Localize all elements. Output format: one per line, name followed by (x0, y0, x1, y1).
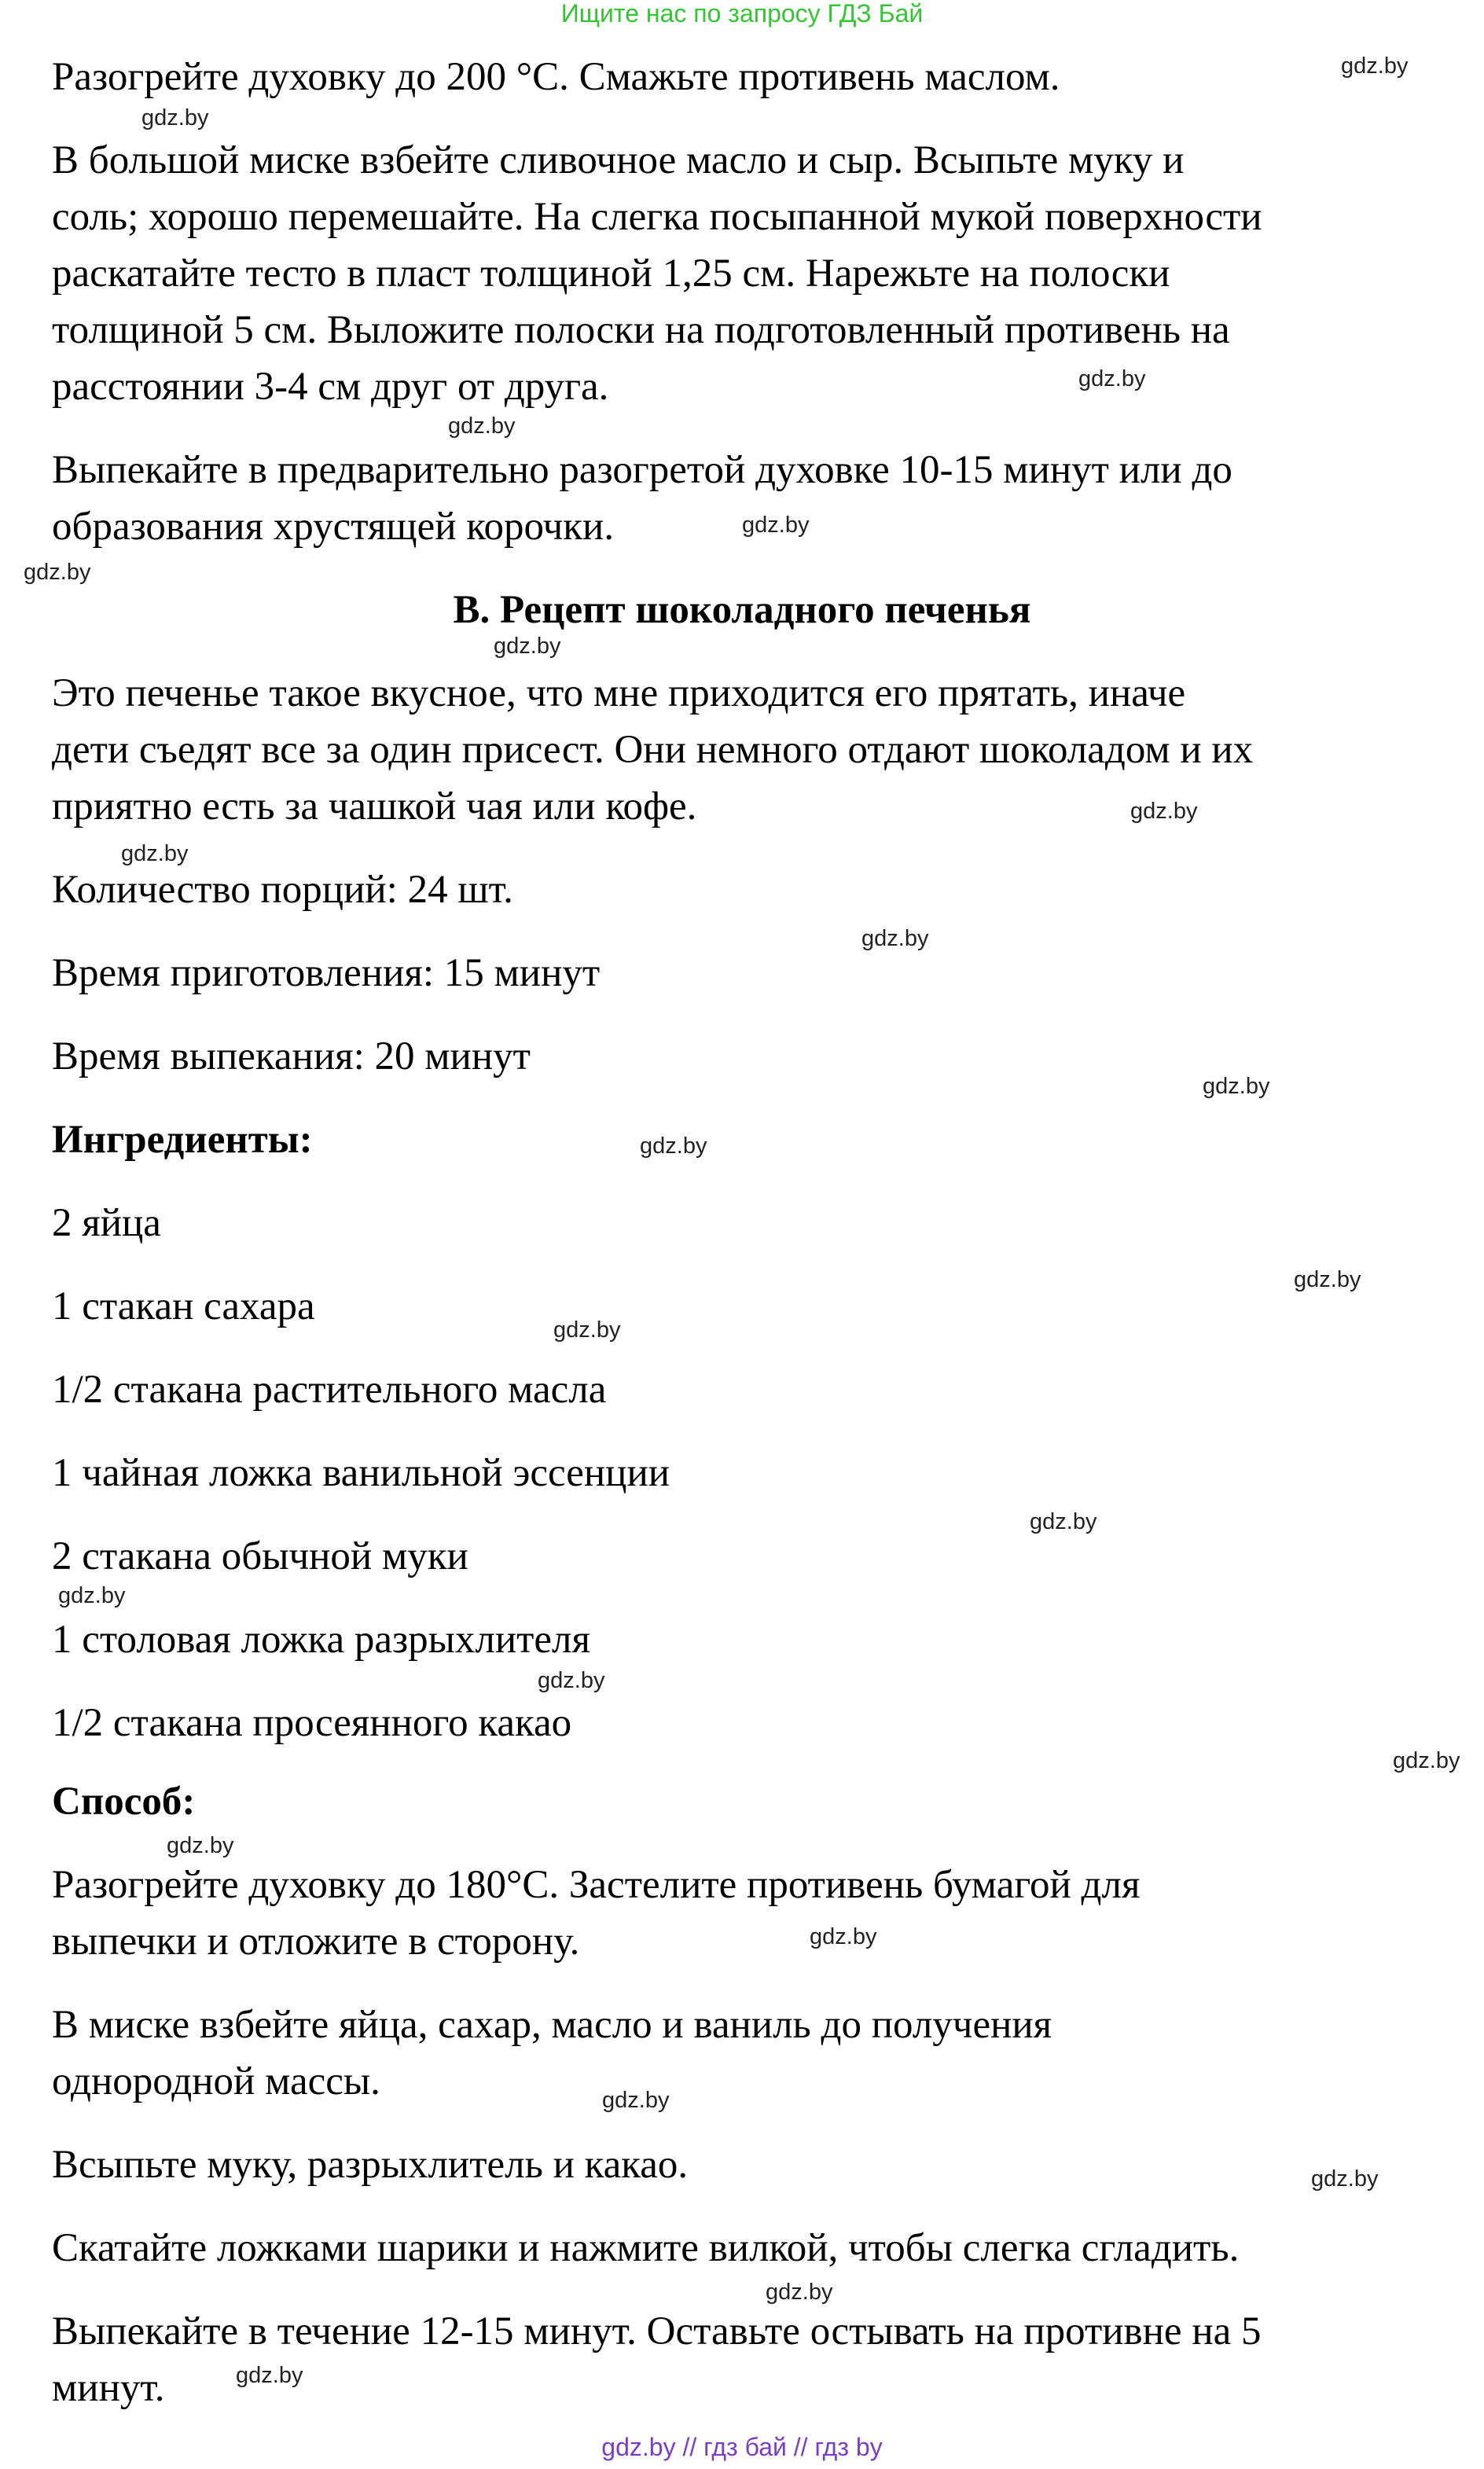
servings: Количество порций: 24 шт. (52, 868, 513, 912)
watermark: gdz.by (1078, 366, 1146, 391)
intro-line: Разогрейте духовку до 200 °С. Смажьте противень маслом. (52, 55, 1060, 99)
watermark: gdz.by (121, 841, 189, 866)
watermark: gdz.by (1203, 1074, 1270, 1099)
ingredient-item: 1 стакан сахара (52, 1284, 315, 1328)
watermark: gdz.by (236, 2363, 303, 2388)
intro-line: Выпекайте в предварительно разогретой духовке 10-15 минут или до (52, 448, 1232, 492)
watermark: gdz.by (141, 105, 209, 130)
watermark: gdz.by (58, 1583, 126, 1608)
watermark: gdz.by (553, 1317, 621, 1343)
prep-time: Время приготовления: 15 минут (52, 951, 601, 995)
method-step-line: минут. (52, 2366, 165, 2410)
watermark: gdz.by (24, 560, 91, 585)
watermark: gdz.by (538, 1668, 605, 1693)
ingredient-item: 1 столовая ложка разрыхлителя (52, 1618, 590, 1662)
watermark: gdz.by (810, 1924, 877, 1949)
watermark: gdz.by (167, 1833, 234, 1858)
method-step-line: Всыпьте муку, разрыхлитель и какао. (52, 2143, 689, 2187)
intro-line: соль; хорошо перемешайте. На слегка посыпанной мукой поверхности (52, 195, 1262, 239)
method-step-line: выпечки и отложите в сторону. (52, 1920, 580, 1964)
watermark: gdz.by (494, 634, 561, 659)
method-heading: Способ: (52, 1780, 196, 1824)
watermark: gdz.by (766, 2280, 833, 2305)
top-banner[interactable]: Ищите нас по запросу ГДЗ Бай (560, 0, 924, 28)
watermark: gdz.by (742, 513, 810, 538)
method-step-line: Скатайте ложками шарики и нажмите вилкой, чтобы слегка сгладить. (52, 2226, 1240, 2270)
recipe-title: B. Рецепт шоколадного печенья (453, 588, 1031, 632)
recipe-description-line: дети съедят все за один присест. Они немного отдают шоколадом и их (52, 728, 1254, 772)
intro-line: расстоянии 3-4 см друг от друга. (52, 365, 609, 409)
method-step-line: однородной массы. (52, 2059, 380, 2103)
ingredient-item: 1 чайная ложка ванильной эссенции (52, 1451, 670, 1495)
method-step-line: В миске взбейте яйца, сахар, масло и ваниль до получения (52, 2003, 1052, 2047)
recipe-description-line: Это печенье такое вкусное, что мне приходится его прятать, иначе (52, 671, 1186, 715)
intro-line: раскатайте тесто в пласт толщиной 1,25 см. Нарежьте на полоски (52, 252, 1170, 296)
method-step-line: Разогрейте духовку до 180°С. Застелите противень бумагой для (52, 1863, 1141, 1907)
watermark: gdz.by (640, 1133, 707, 1159)
intro-line: образования хрустящей корочки. (52, 505, 615, 549)
intro-line: В большой миске взбейте сливочное масло и сыр. Всыпьте муку и (52, 138, 1185, 182)
method-step-line: Выпекайте в течение 12-15 минут. Оставьте остывать на противне на 5 (52, 2309, 1262, 2353)
watermark: gdz.by (448, 413, 516, 439)
ingredient-item: 1/2 стакана просеянного какао (52, 1701, 572, 1745)
ingredients-heading: Ингредиенты: (52, 1118, 313, 1162)
watermark: gdz.by (1311, 2166, 1379, 2192)
intro-line: толщиной 5 см. Выложите полоски на подготовленный противень на (52, 308, 1230, 352)
ingredient-item: 1/2 стакана растительного масла (52, 1368, 607, 1412)
ingredient-item: 2 яйца (52, 1201, 161, 1245)
watermark: gdz.by (1294, 1267, 1361, 1292)
watermark: gdz.by (861, 926, 929, 951)
watermark: gdz.by (1341, 53, 1409, 79)
watermark: gdz.by (1393, 1748, 1460, 1773)
watermark: gdz.by (602, 2088, 670, 2113)
bake-time: Время выпекания: 20 минут (52, 1034, 531, 1078)
ingredient-item: 2 стакана обычной муки (52, 1534, 468, 1578)
watermark: gdz.by (1130, 799, 1198, 824)
watermark: gdz.by (1030, 1509, 1097, 1534)
footer-links[interactable]: gdz.by // гдз бай // гдз by (601, 2433, 883, 2461)
recipe-description-line: приятно есть за чашкой чая или кофе. (52, 784, 697, 829)
